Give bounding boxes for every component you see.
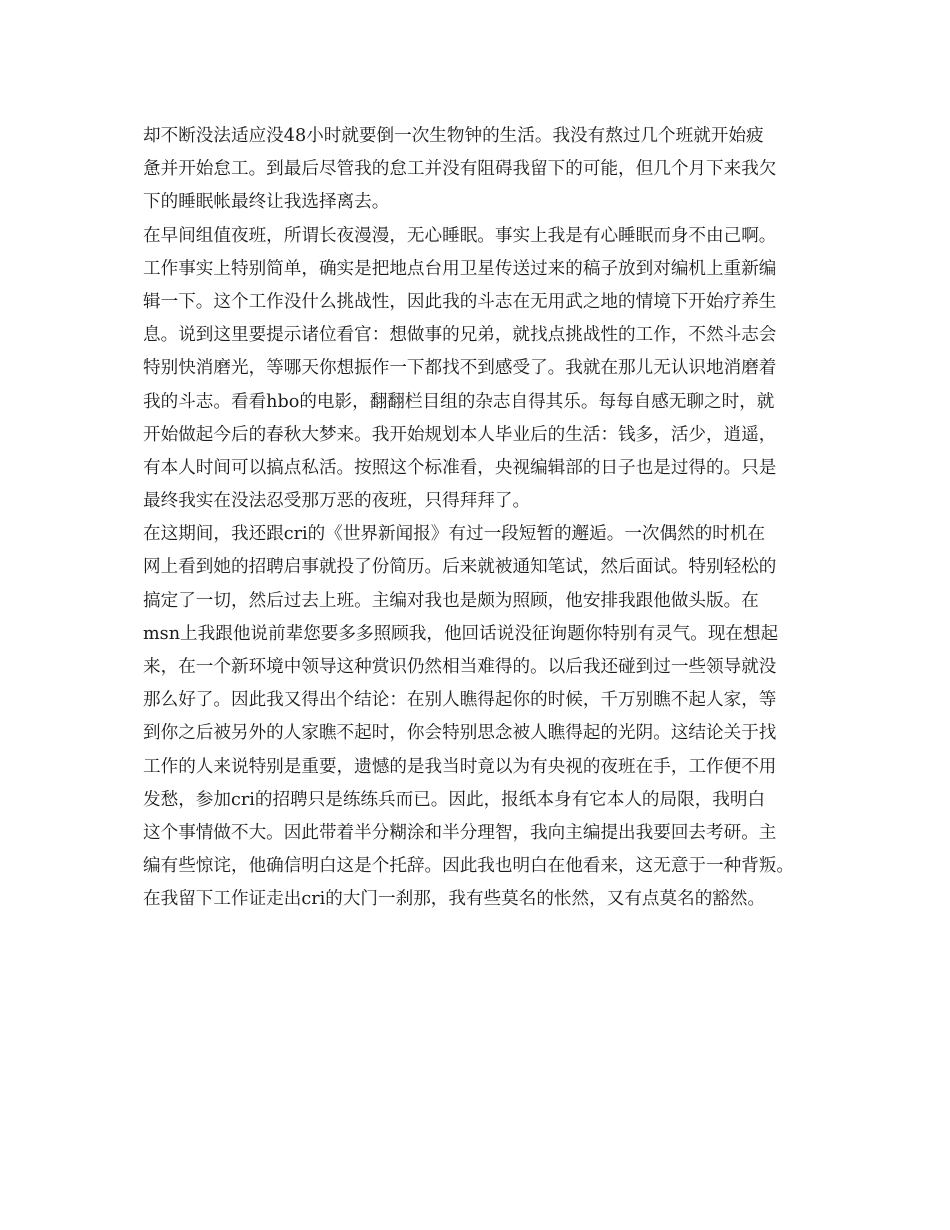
text-line: 工作的人来说特别是重要，遗憾的是我当时竟以为有央视的夜班在手，工作便不用 bbox=[143, 756, 777, 777]
text-line: 有本人时间可以搞点私活。按照这个标准看，央视编辑部的日子也是过得的。只是 bbox=[143, 457, 777, 478]
text-line: 发愁，参加cri的招聘只是练练兵而已。因此，报纸本身有它本人的局限，我明白 bbox=[143, 789, 766, 810]
text-line: 辑一下。这个工作没什么挑战性，因此我的斗志在无用武之地的情境下开始疗养生 bbox=[143, 291, 777, 312]
text-line: 在这期间，我还跟cri的《世界新闻报》有过一段短暂的邂逅。一次偶然的时机在 bbox=[143, 524, 766, 545]
text-line: 到你之后被另外的人家瞧不起时，你会特别思念被人瞧得起的光阴。这结论关于找 bbox=[143, 723, 777, 744]
text-line: 最终我实在没法忍受那万恶的夜班，只得拜拜了。 bbox=[143, 491, 531, 512]
text-line: 搞定了一切，然后过去上班。主编对我也是颇为照顾，他安排我跟他做头版。在 bbox=[143, 590, 759, 611]
text-line: msn上我跟他说前辈您要多多照顾我，他回话说没征询题你特别有灵气。现在想起 bbox=[143, 623, 779, 644]
text-line: 在早间组值夜班，所谓长夜漫漫，无心睡眠。事实上我是有心睡眠而身不由己啊。 bbox=[143, 225, 777, 246]
text-line: 我的斗志。看看hbo的电影，翻翻栏目组的杂志自得其乐。每每自感无聊之时，就 bbox=[143, 391, 775, 412]
text-line: 那么好了。因此我又得出个结论：在别人瞧得起你的时候，千万别瞧不起人家，等 bbox=[143, 690, 777, 711]
text-line: 开始做起今后的春秋大梦来。我开始规划本人毕业后的生活：钱多，活少，逍遥， bbox=[143, 424, 777, 445]
text-line: 网上看到她的招聘启事就投了份简历。后来就被通知笔试，然后面试。特别轻松的 bbox=[143, 557, 777, 578]
text-line: 下的睡眠帐最终让我选择离去。 bbox=[143, 192, 390, 213]
body-text bbox=[143, 120, 823, 917]
text-line: 息。说到这里要提示诸位看官：想做事的兄弟，就找点挑战性的工作，不然斗志会 bbox=[143, 325, 777, 346]
text-line: 却不断没法适应没48小时就要倒一次生物钟的生活。我没有熬过几个班就开始疲 bbox=[143, 126, 764, 146]
text-line: 编有些惊诧，他确信明白这是个托辞。因此我也明白在他看来，这无意于一种背叛。 bbox=[143, 856, 794, 877]
text-line: 来，在一个新环境中领导这种赏识仍然相当难得的。以后我还碰到过一些领导就没 bbox=[143, 657, 777, 677]
text-line: 工作事实上特别简单，确实是把地点台用卫星传送过来的稿子放到对编机上重新编 bbox=[143, 258, 777, 279]
text-line: 在我留下工作证走出cri的大门一刹那，我有些莫名的怅然，又有点莫名的豁然。 bbox=[143, 889, 766, 910]
text-line: 这个事情做不大。因此带着半分糊涂和半分理智，我向主编提出我要回去考研。主 bbox=[143, 822, 777, 843]
text-line: 惫并开始怠工。到最后尽管我的怠工并没有阻碍我留下的可能，但几个月下来我欠 bbox=[143, 159, 777, 180]
text-line: 特别快消磨光，等哪天你想振作一下都找不到感受了。我就在那儿无认识地消磨着 bbox=[143, 358, 777, 379]
